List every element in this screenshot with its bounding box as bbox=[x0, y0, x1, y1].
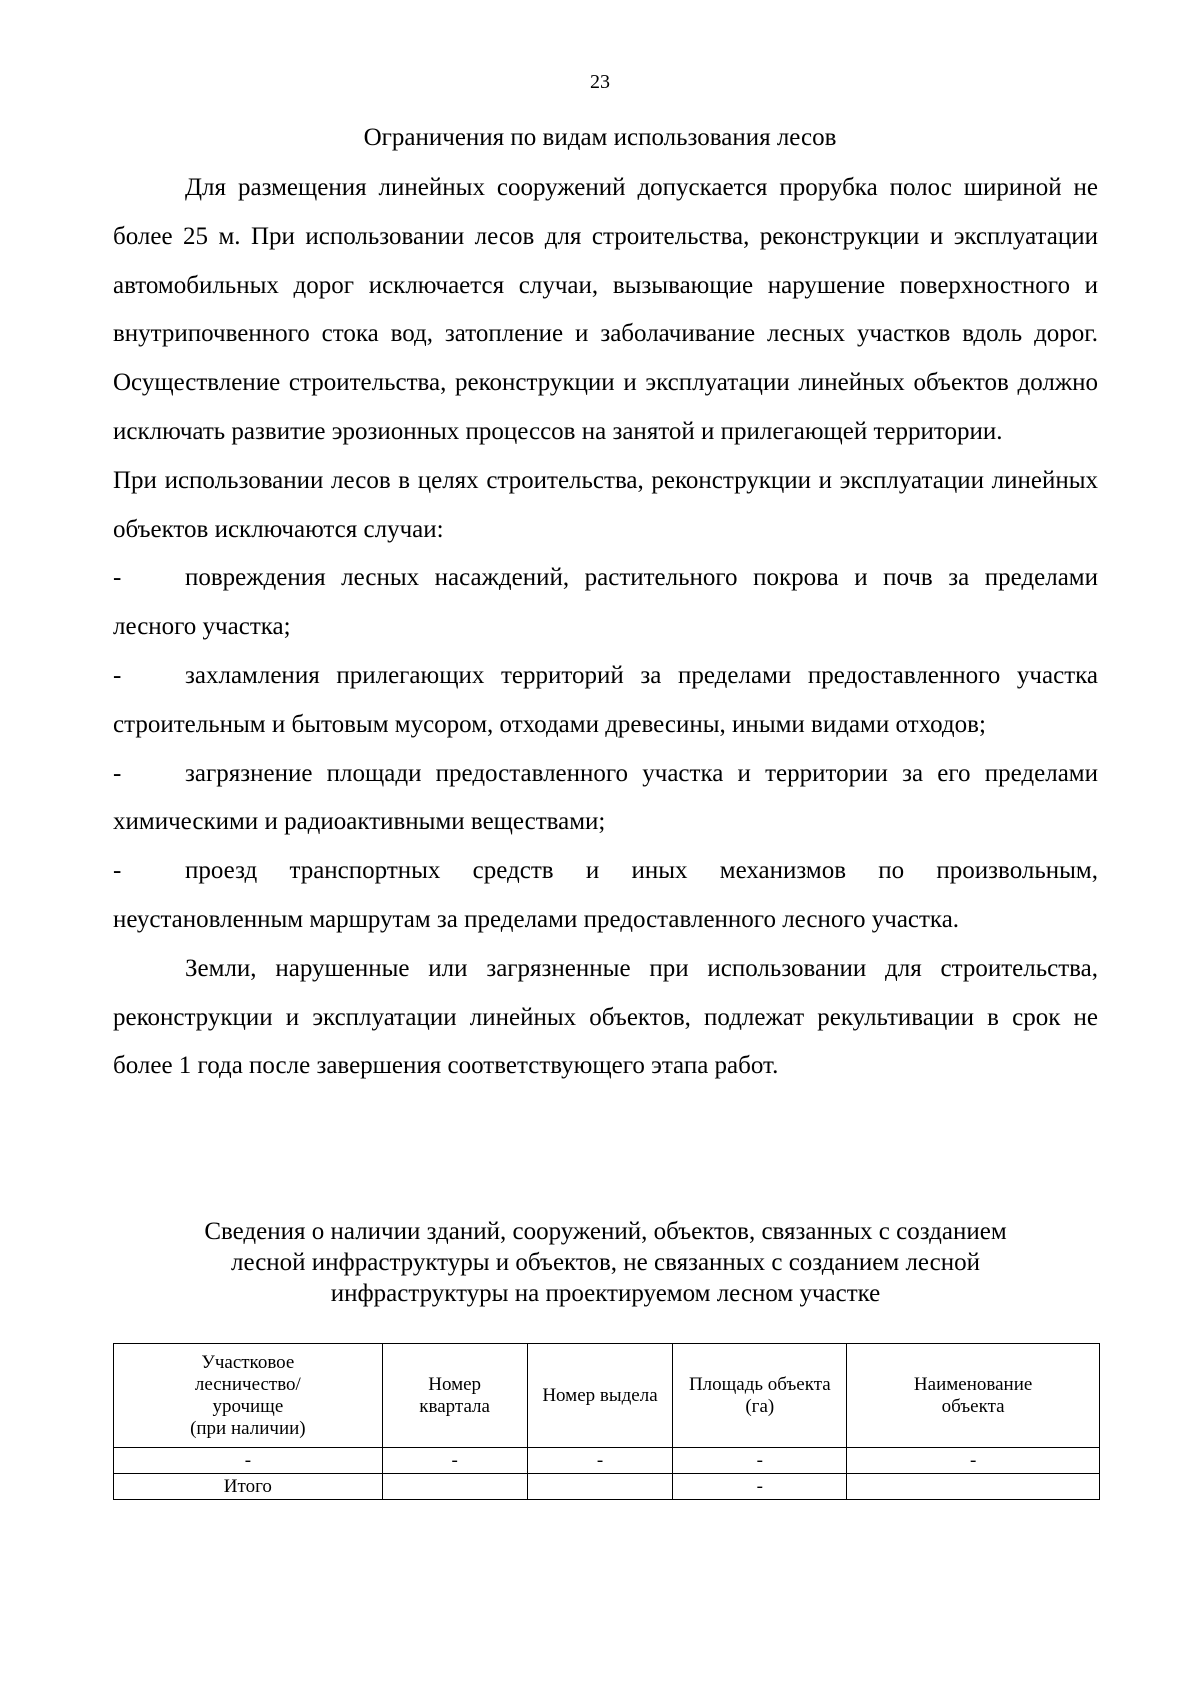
table-total-row bbox=[114, 1474, 1100, 1500]
bullet-item bbox=[113, 554, 1098, 652]
header-object-name: Наименование объекта bbox=[847, 1344, 1100, 1448]
paragraph-exclusions-intro: При использовании лесов в целях строительства, реконструкции и эксплуатации линейных объектов исключаются случаи: bbox=[113, 466, 1098, 543]
body-text bbox=[113, 164, 1098, 1091]
bullet-dash: - bbox=[113, 857, 122, 885]
page-number: 23 bbox=[590, 71, 610, 93]
header-quarter-number: Номер квартала bbox=[382, 1344, 527, 1448]
bullet-item bbox=[113, 652, 1098, 750]
bullet-dash: - bbox=[113, 759, 122, 787]
paragraph-reclamation: Земли, нарушенные или загрязненные при использовании для строительства, реконструкции и эксплуатации линейных объектов, подлежат рекультивации в срок не более 1 года после завершения соответствующего этапа работ. bbox=[113, 954, 1098, 1080]
bullet-dash: - bbox=[113, 661, 122, 689]
bullet-item bbox=[113, 847, 1098, 945]
table-caption bbox=[113, 1216, 1098, 1309]
table-cell: Итого bbox=[114, 1474, 383, 1500]
table-cell: - bbox=[114, 1448, 383, 1474]
bullet-item bbox=[113, 750, 1098, 848]
header-allotment-number: Номер выдела bbox=[527, 1344, 673, 1448]
table-caption-line: Сведения о наличии зданий, сооружений, объектов, связанных с созданием bbox=[204, 1218, 1007, 1245]
table-cell: - bbox=[527, 1448, 673, 1474]
table-cell bbox=[382, 1474, 527, 1500]
table-header-row bbox=[114, 1344, 1100, 1448]
table-caption-line: лесной инфраструктуры и объектов, не связанных с созданием лесной bbox=[231, 1249, 980, 1276]
section-title: Ограничения по видам использования лесов bbox=[363, 124, 837, 151]
table-cell: - bbox=[673, 1448, 847, 1474]
table-caption-line: инфраструктуры на проектируемом лесном участке bbox=[330, 1280, 881, 1307]
bullet-dash: - bbox=[113, 564, 122, 592]
bullet-text: повреждения лесных насаждений, растительного покрова и почв за пределами лесного участка; bbox=[113, 564, 1098, 641]
table-cell: - bbox=[847, 1448, 1100, 1474]
paragraph-restrictions: Для размещения линейных сооружений допускается прорубка полос шириной не более 25 м. При использовании лесов для строительства, реконструкции и эксплуатации автомобильных дорог исключается случаи, вызывающие нарушение поверхностного и внутрипочвенного стока вод, затопление и заболачивание лесных участков вдоль дорог. Осуществление строительства, реконструкции и эксплуатации линейных объектов должно исключать развитие эрозионных процессов на занятой и прилегающей территории. bbox=[113, 174, 1098, 445]
bullet-text: проезд транспортных средств и иных механизмов по произвольным, неустановленным маршрутам за пределами предоставленного лесного участка. bbox=[113, 857, 1098, 933]
header-forestry: Участковое лесничество/ урочище (при наличии) bbox=[114, 1344, 383, 1448]
table-cell: - bbox=[673, 1474, 847, 1500]
table-row bbox=[114, 1448, 1100, 1474]
header-object-area: Площадь объекта (га) bbox=[673, 1344, 847, 1448]
objects-table bbox=[113, 1343, 1100, 1500]
table-cell bbox=[847, 1474, 1100, 1500]
table-cell: - bbox=[382, 1448, 527, 1474]
table-cell bbox=[527, 1474, 673, 1500]
bullet-text: захламления прилегающих территорий за пределами предоставленного участка строительным и бытовым мусором, отходами древесины, иными видами отходов; bbox=[113, 661, 1098, 738]
bullet-text: загрязнение площади предоставленного участка и территории за его пределами химическими и радиоактивными веществами; bbox=[113, 759, 1098, 836]
